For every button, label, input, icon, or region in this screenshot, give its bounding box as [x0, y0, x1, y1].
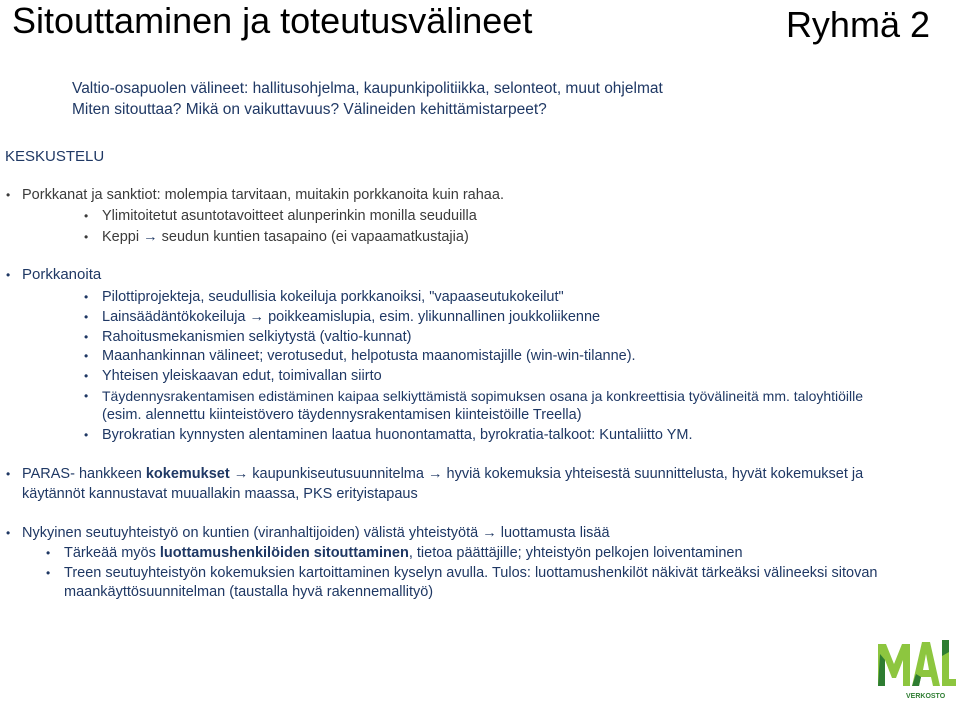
logo-mark — [878, 640, 956, 686]
block2-item-2-b: poikkeamislupia, esim. ylikunnallinen joukkoliikenne — [268, 309, 601, 325]
block1-sub-2-a: Keppi — [102, 229, 140, 245]
bullet: • — [6, 467, 11, 481]
bullet: • — [6, 268, 11, 282]
bullet: • — [84, 209, 89, 223]
block2-item-6-line-2: (esim. alennettu kiinteistövero täydennysrakentamisen kiinteistöille Treella) — [102, 407, 582, 423]
block2-item-1: Pilottiprojekteja, seudullisia kokeiluja porkkanoiksi, "vapaaseutukokeilut" — [102, 289, 564, 305]
block4-sub-2-line-2: maankäyttösuunnitelman (taustalla hyvä rakennemallityö) — [64, 584, 434, 600]
block4-sub-1-a: Tärkeää myös — [64, 545, 156, 561]
block3-c: kaupunkiseutusuunnitelma — [252, 466, 424, 482]
intro-line-2: Miten sitouttaa? Mikä on vaikuttavuus? Välineiden kehittämistarpeet? — [72, 101, 547, 118]
bullet: • — [46, 566, 51, 580]
logo-subtext: VERKOSTO — [906, 693, 946, 700]
block2-item-4: Maanhankinnan välineet; verotusedut, helpotusta maanomistajille (win-win-tilanne). — [102, 348, 636, 364]
bullet: • — [84, 369, 89, 383]
bullet: • — [84, 310, 89, 324]
block1-sub-1: Ylimitoitetut asuntotavoitteet alunperinkin monilla seuduilla — [102, 208, 477, 224]
group-label: Ryhmä 2 — [785, 4, 930, 45]
bullet: • — [84, 330, 89, 344]
bullet: • — [6, 188, 11, 202]
block4-sub-1 — [64, 544, 743, 562]
block2-item-2-a: Lainsäädäntökokeiluja — [102, 309, 246, 325]
arrow-icon: → — [249, 309, 265, 325]
bullet: • — [84, 349, 89, 363]
block4-main-b: luottamusta lisää — [500, 525, 610, 541]
block3-a: PARAS- hankkeen — [22, 466, 142, 482]
block4-main — [22, 524, 610, 542]
block3-b: kokemukset — [145, 466, 230, 482]
bullet: • — [84, 428, 89, 442]
slide-title: Sitouttaminen ja toteutusvälineet — [12, 0, 533, 41]
block2-item-5: Yhteisen yleiskaavan edut, toimivallan siirto — [102, 368, 382, 384]
bullet: • — [6, 526, 11, 540]
bullet: • — [84, 290, 89, 304]
intro-line-1: Valtio-osapuolen välineet: hallitusohjelma, kaupunkipolitiikka, selonteot, muut ohjelmat — [72, 80, 663, 97]
bullet: • — [84, 389, 89, 403]
block4-sub-1-c: , tietoa päättäjille; yhteistyön pelkojen loiventaminen — [408, 545, 743, 561]
block3-d: hyviä kokemuksia yhteisestä suunnittelusta, hyvät kokemukset ja — [446, 466, 864, 482]
block4-main-a: Nykyinen seutuyhteistyö on kuntien (viranhaltijoiden) välistä yhteistyötä — [22, 525, 479, 541]
block4-sub-2-line-1: Treen seutuyhteistyön kokemuksien kartoittaminen kyselyn avulla. Tulos: luottamushenkilöt näkivät tärkeäksi välineeksi sitovan — [64, 565, 878, 581]
arrow-icon: → — [143, 229, 158, 245]
bullet: • — [46, 546, 51, 560]
mal-verkosto-logo — [876, 634, 958, 702]
block2-item-3: Rahoitusmekanismien selkiytystä (valtio-kunnat) — [102, 329, 412, 345]
block2-item-2 — [102, 308, 600, 326]
block2-heading: Porkkanoita — [22, 266, 102, 283]
block3-line-1 — [22, 465, 863, 483]
block1-main: Porkkanat ja sanktiot: molempia tarvitaan, muitakin porkkanoita kuin rahaa. — [22, 187, 504, 203]
block2-item-7: Byrokratian kynnysten alentaminen laatua huonontamatta, byrokratia-talkoot: Kuntaliitto YM. — [102, 427, 693, 443]
block1-sub-2-b: seudun kuntien tasapaino (ei vapaamatkustajia) — [161, 229, 469, 245]
arrow-icon: → — [427, 466, 443, 482]
block1-sub-2 — [102, 228, 469, 246]
section-heading: KESKUSTELU — [5, 148, 105, 165]
block3-line-2: käytännöt kannustavat muuallakin maassa, PKS erityistapaus — [22, 486, 418, 502]
block2-item-6-line-1: Täydennysrakentamisen edistäminen kaipaa selkiyttämistä sopimuksen osana ja konkreettisia työvälineitä mm. taloyhtiöille — [102, 388, 864, 404]
arrow-icon: → — [482, 525, 497, 541]
arrow-icon: → — [233, 466, 249, 482]
block4-sub-1-b: luottamushenkilöiden sitouttaminen — [159, 545, 409, 561]
bullet: • — [84, 230, 89, 244]
